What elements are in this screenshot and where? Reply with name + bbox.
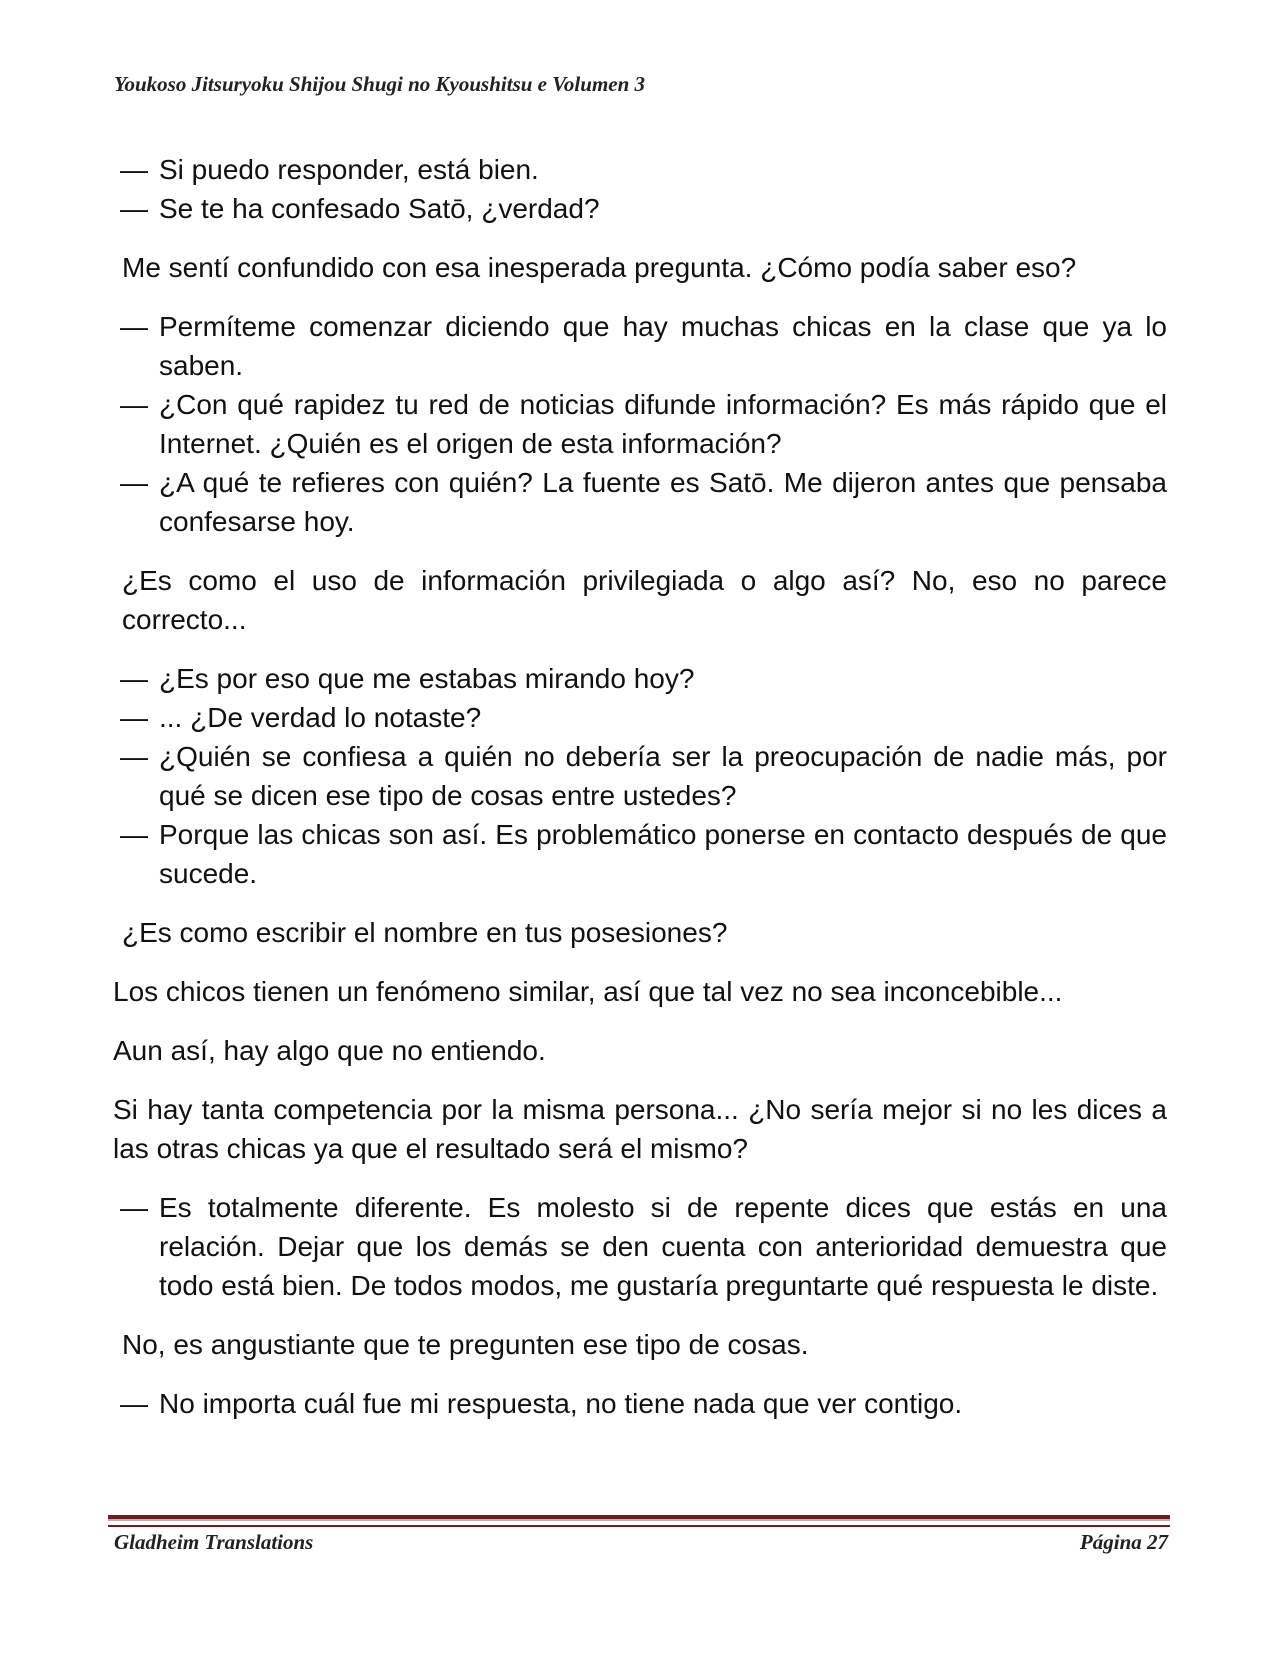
dialogue-dash: — (120, 154, 148, 185)
page-number: Página 27 (1079, 1530, 1168, 1554)
dialogue-dash: — (120, 663, 148, 694)
dialogue-text: ... ¿De verdad lo notaste? (159, 702, 482, 733)
dialogue-dash: — (120, 467, 148, 498)
dialogue-text: No importa cuál fue mi respuesta, no tiene nada que ver contigo. (159, 1388, 963, 1419)
footer-rule-thin (108, 1525, 1170, 1527)
dialogue-dash: — (120, 702, 148, 733)
dialogue-line (113, 659, 1167, 698)
narration-paragraph: ¿Es como el uso de información privilegiada o algo así? No, eso no parece correcto... (122, 565, 1167, 635)
footer-credit: Gladheim Translations (114, 1530, 314, 1554)
dialogue-line (113, 385, 1167, 463)
page-body (113, 150, 1167, 1423)
dialogue-line (113, 1188, 1167, 1305)
dialogue-dash: — (120, 741, 148, 772)
dialogue-text: Si puedo responder, está bien. (159, 154, 539, 185)
narration-paragraph: No, es angustiante que te pregunten ese tipo de cosas. (122, 1329, 809, 1360)
dialogue-text: ¿Quién se confiesa a quién no debería ser la preocupación de nadie más, por qué se dicen ese tipo de cosas entre ustedes? (159, 741, 1167, 811)
running-header: Youkoso Jitsuryoku Shijou Shugi no Kyoushitsu e Volumen 3 (114, 72, 646, 96)
narration-paragraph: Aun así, hay algo que no entiendo. (113, 1035, 546, 1066)
narration-paragraph: Los chicos tienen un fenómeno similar, así que tal vez no sea inconcebible... (113, 976, 1063, 1007)
dialogue-dash: — (120, 389, 148, 420)
dialogue-line (113, 463, 1167, 541)
dialogue-line (113, 189, 1167, 228)
dialogue-dash: — (120, 1192, 148, 1223)
dialogue-text: ¿Con qué rapidez tu red de noticias difunde información? Es más rápido que el Internet. ¿Quién es el origen de esta información? (159, 389, 1167, 459)
narration-paragraph: Si hay tanta competencia por la misma persona... ¿No sería mejor si no les dices a las otras chicas ya que el resultado será el mismo? (113, 1094, 1167, 1164)
narration-paragraph: ¿Es como escribir el nombre en tus posesiones? (122, 917, 728, 948)
narration-paragraph: Me sentí confundido con esa inesperada pregunta. ¿Cómo podía saber eso? (122, 252, 1077, 283)
dialogue-dash: — (120, 1388, 148, 1419)
dialogue-line (113, 815, 1167, 893)
footer-rule (108, 1515, 1170, 1521)
dialogue-text: Es totalmente diferente. Es molesto si de repente dices que estás en una relación. Dejar que los demás se den cuenta con anterioridad demuestra que todo está bien. De todos modos, me gustaría preguntarte qué respuesta le diste. (159, 1192, 1167, 1301)
dialogue-dash: — (120, 819, 148, 850)
dialogue-dash: — (120, 311, 148, 342)
dialogue-line (113, 698, 1167, 737)
dialogue-dash: — (120, 193, 148, 224)
dialogue-line (113, 150, 1167, 189)
dialogue-text: ¿A qué te refieres con quién? La fuente es Satō. Me dijeron antes que pensaba confesarse hoy. (159, 467, 1167, 537)
dialogue-text: Permíteme comenzar diciendo que hay muchas chicas en la clase que ya lo saben. (159, 311, 1167, 381)
dialogue-text: Se te ha confesado Satō, ¿verdad? (159, 193, 600, 224)
dialogue-line (113, 737, 1167, 815)
dialogue-text: Porque las chicas son así. Es problemático ponerse en contacto después de que sucede. (159, 819, 1167, 889)
dialogue-line (113, 1384, 1167, 1423)
dialogue-line (113, 307, 1167, 385)
dialogue-text: ¿Es por eso que me estabas mirando hoy? (159, 663, 695, 694)
